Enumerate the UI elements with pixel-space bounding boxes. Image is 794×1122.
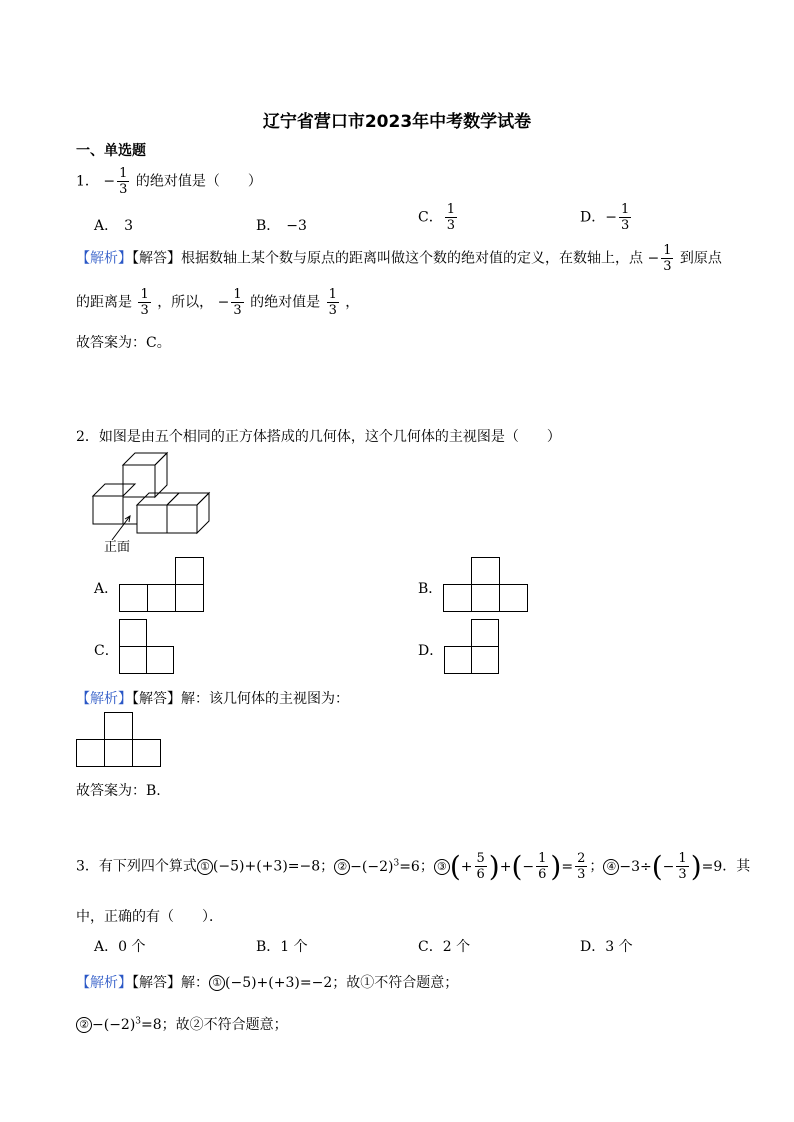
q1-answer: 故答案为：C。 bbox=[76, 335, 171, 351]
q2-option-a-figure bbox=[119, 557, 209, 613]
q2-option-d-label: D． bbox=[418, 643, 444, 659]
minus-sign: − bbox=[103, 173, 116, 190]
q2-option-d-figure bbox=[444, 619, 504, 675]
fraction: $\frac{1}{3}$ bbox=[140, 287, 149, 318]
question-number: 3． bbox=[76, 858, 99, 875]
question-3: 3．有下列四个算式 ① (−5)+(+3)=−8； ② $-(-2)^3=6$； ③ (+ $\frac{5}{6}$ )+(− $\frac{1}{6}$ )= $\frac{2}{3}$ ； ④ −3÷(− $\frac{1}{3}$ )=9．其 bbox=[76, 849, 751, 883]
fraction: $\frac{1}{3}$ bbox=[233, 287, 242, 318]
q3-option-b: B．1 个 bbox=[256, 939, 308, 955]
q1-option-b: B． −3 bbox=[256, 218, 307, 234]
q2-option-b-figure bbox=[443, 557, 533, 613]
q3-option-c: C．2 个 bbox=[418, 939, 471, 955]
q1-analysis-line2: 的距离是 $\frac{1}{3}$ ，所以， − $\frac{1}{3}$ 的绝对值是 $\frac{1}{3}$ ， bbox=[76, 287, 360, 318]
q2-analysis: 【解析】【解答】解：该几何体的主视图为： bbox=[76, 691, 349, 707]
question-number: 2． bbox=[76, 429, 99, 445]
front-label: 正面 bbox=[104, 540, 131, 555]
circled-3: ③ bbox=[434, 859, 450, 875]
fraction: $\frac{1}{3}$ bbox=[663, 243, 672, 274]
q2-option-a-label: A． bbox=[94, 581, 119, 597]
analysis-tag: 【解析】 bbox=[76, 691, 132, 707]
question-2 bbox=[76, 426, 561, 446]
q2-option-c-figure bbox=[119, 619, 179, 675]
expression-3: (+ $\frac{5}{6}$ )+(− $\frac{1}{6}$ )= $\frac{2}{3}$ bbox=[449, 849, 586, 883]
question-1 bbox=[76, 167, 262, 196]
circled-4: ④ bbox=[603, 859, 619, 875]
q1-option-c: C． $\frac{1}{3}$ bbox=[418, 202, 455, 233]
analysis-tag: 【解析】 bbox=[76, 975, 132, 991]
circled-2: ② bbox=[76, 1017, 92, 1033]
question-number: 1． bbox=[76, 173, 99, 190]
q3-option-a: A．0 个 bbox=[94, 939, 146, 955]
expression-1: (−5)+(+3)=−8 bbox=[212, 858, 321, 875]
question-stem: 如图是由五个相同的正方体搭成的几何体，这个几何体的主视图是（ ） bbox=[98, 429, 561, 445]
q1-option-d: D．− $\frac{1}{3}$ bbox=[580, 202, 630, 233]
section-heading: 一、单选题 bbox=[76, 143, 146, 159]
q1-option-a: A． 3 bbox=[94, 218, 134, 234]
q2-answer: 故答案为：B. bbox=[76, 783, 161, 799]
q3-analysis-line1: 【解析】【解答】解： ① (−5)+(+3)=−2；故①不符合题意； bbox=[76, 975, 459, 991]
fraction: $\frac{1}{3}$ bbox=[119, 166, 128, 197]
circled-1: ① bbox=[209, 975, 225, 991]
fraction: $\frac{1}{3}$ bbox=[328, 287, 337, 318]
q3-option-d: D．3 个 bbox=[580, 939, 633, 955]
q3-stem-line2: 中，正确的有（ ）． bbox=[76, 909, 223, 925]
analysis-tag: 【解析】 bbox=[76, 250, 132, 267]
question-stem: 的绝对值是（ ） bbox=[135, 173, 262, 190]
page-title: 辽宁省营口市2023年中考数学试卷 bbox=[262, 112, 532, 132]
expression-2: $-(-2)^3=6$ bbox=[350, 857, 420, 875]
fraction: $\frac{1}{3}$ bbox=[620, 202, 630, 233]
circled-1: ① bbox=[197, 859, 213, 875]
expression-4: −3÷(− $\frac{1}{3}$ )=9 bbox=[619, 849, 723, 883]
q3-analysis-line2: ② $-(-2)^3=8$；故②不符合题意； bbox=[76, 1014, 288, 1034]
q2-option-b-label: B． bbox=[418, 581, 443, 597]
q1-analysis-line1: 【解析】【解答】根据数轴上某个数与原点的距离叫做这个数的绝对值的定义，在数轴上，点 − $\frac{1}{3}$ 到原点 bbox=[76, 243, 722, 274]
q2-option-c-label: C． bbox=[94, 643, 119, 659]
fraction: $\frac{1}{3}$ bbox=[446, 202, 455, 233]
q2-answer-figure bbox=[76, 712, 166, 768]
circled-2: ② bbox=[334, 859, 350, 875]
